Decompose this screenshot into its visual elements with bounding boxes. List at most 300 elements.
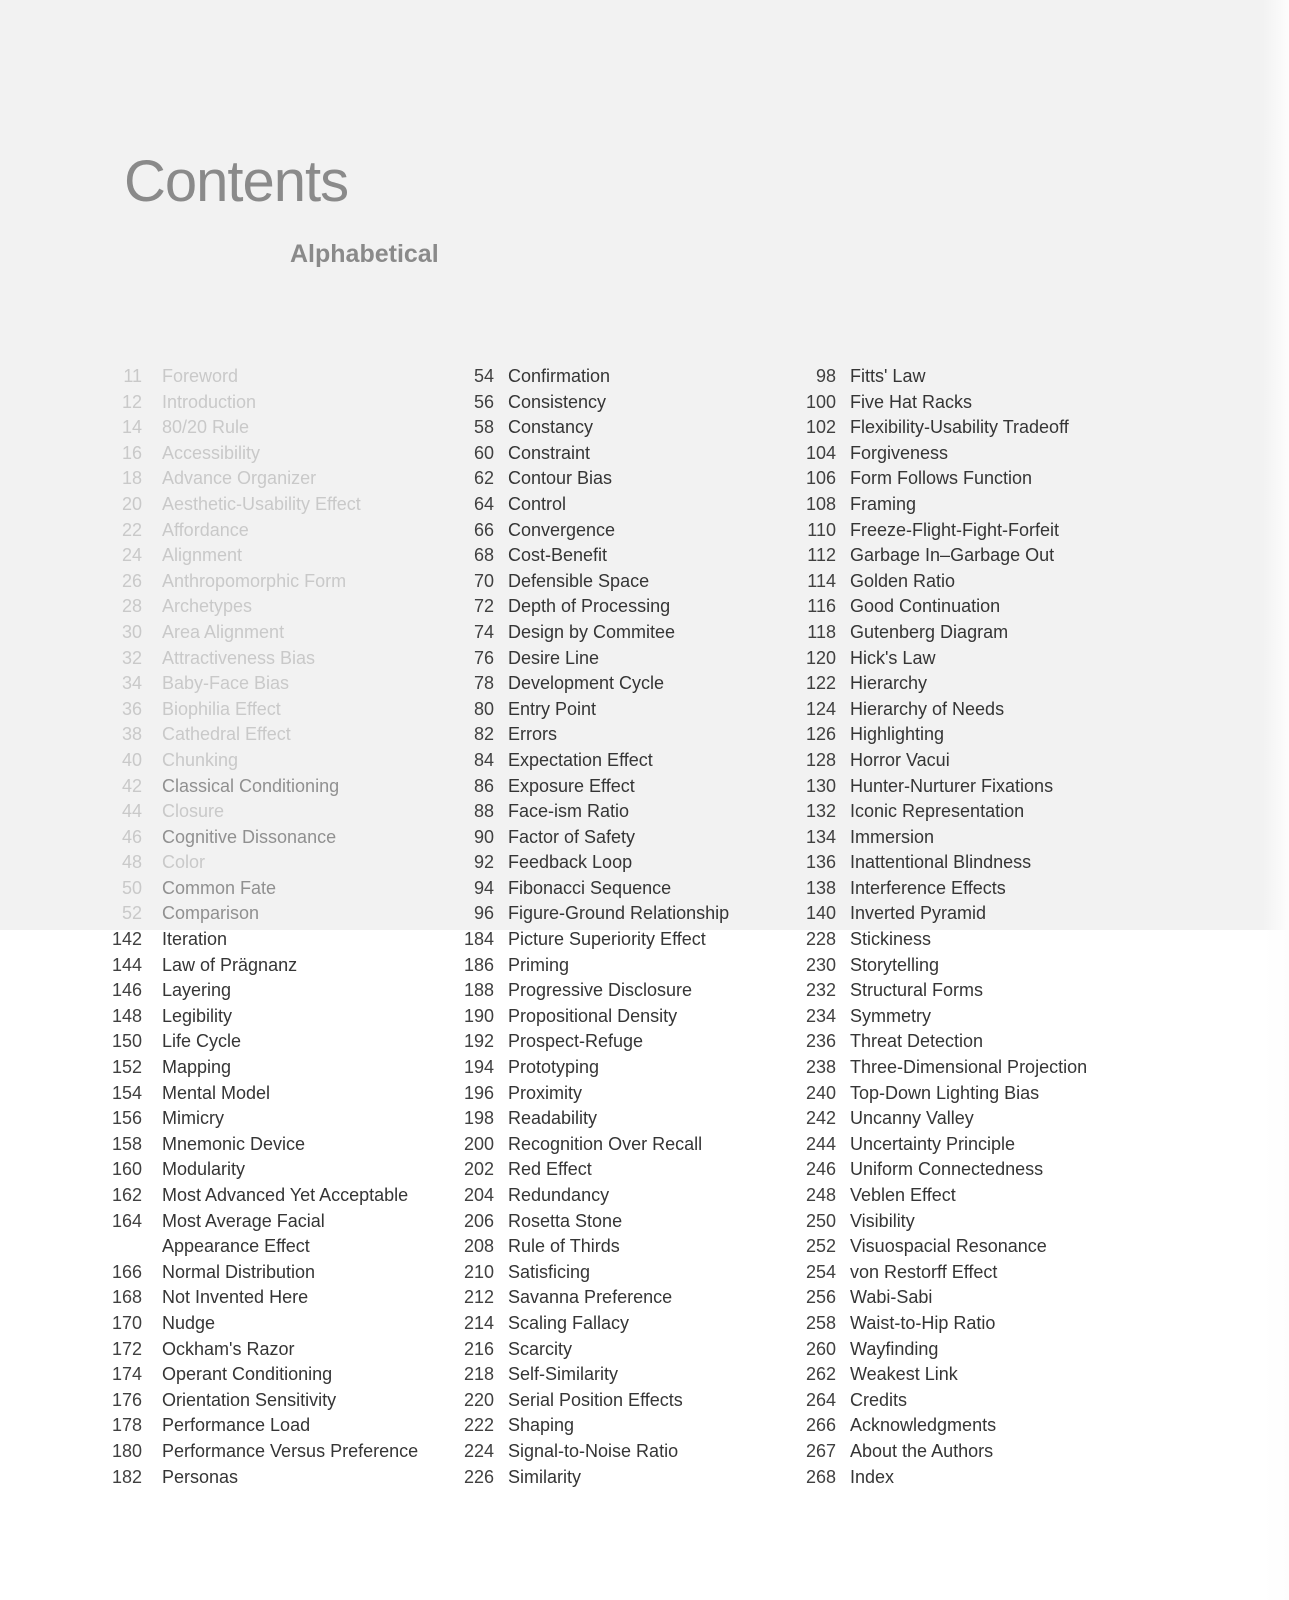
toc-entry-title: Legibility [162,1005,233,1026]
toc-entry-title: Stickiness [850,929,932,950]
toc-entry-title: Hierarchy [850,673,928,694]
toc-entry-title: Development Cycle [508,673,665,694]
toc-entry-title: Visuospacial Resonance [850,1236,1047,1257]
toc-entry [798,825,1087,851]
toc-entry [456,466,729,492]
toc-entry-title: Uniform Connectedness [850,1159,1044,1180]
toc-entry [456,518,729,544]
toc-entry-title: Golden Ratio [850,570,956,591]
toc-entry [456,978,729,1004]
toc-block-upper [798,364,1087,927]
toc-entry [112,748,418,774]
toc-page-number: 242 [805,1108,836,1129]
toc-entry [798,1234,1087,1260]
toc-page-number: 134 [805,826,836,847]
toc-page-number: 104 [805,442,836,463]
toc-entry [798,774,1087,800]
toc-page-number: 152 [112,1057,143,1078]
toc-entry-title: Affordance [162,519,249,540]
toc-entry-title: Constancy [508,417,594,438]
toc-page-number: 150 [112,1031,143,1052]
toc-page-number: 108 [805,493,836,514]
toc-page-number: 240 [805,1082,836,1103]
toc-entry [112,492,418,518]
toc-entry-title: Common Fate [162,877,277,898]
toc-entry-title: Uncanny Valley [850,1108,974,1129]
toc-entry-title: Attractiveness Bias [162,647,316,668]
toc-entry [112,876,418,902]
toc-page-number: 224 [463,1440,494,1461]
toc-page-number: 174 [112,1364,143,1385]
toc-entry [798,1285,1087,1311]
toc-entry-title: Form Follows Function [850,468,1033,489]
toc-entry [112,697,418,723]
toc-page-number: 46 [121,826,142,847]
toc-page-number: 208 [463,1236,494,1257]
toc-entry [112,441,418,467]
toc-page-number: 256 [805,1287,836,1308]
toc-entry [456,543,729,569]
toc-entry-title: Archetypes [162,596,253,617]
toc-page-number: 176 [112,1389,143,1410]
toc-entry [112,518,418,544]
toc-page-number: 194 [463,1057,494,1078]
toc-entry-title: Credits [850,1389,908,1410]
toc-entry [798,1465,1087,1491]
toc-entry [456,441,729,467]
toc-entry-title: Progressive Disclosure [508,980,693,1001]
toc-entry-title: Factor of Safety [508,826,636,847]
toc-page-number: 188 [463,980,494,1001]
toc-entry-title: Operant Conditioning [162,1364,333,1385]
toc-entry [112,466,418,492]
toc-entry [456,1132,729,1158]
toc-entry-title: Mapping [162,1057,232,1078]
toc-entry [112,1362,418,1388]
toc-entry-title: Chunking [162,749,239,770]
toc-entry [798,799,1087,825]
toc-page-number: 266 [805,1415,836,1436]
toc-page-number: 64 [473,493,494,514]
toc-entry-title: Defensible Space [508,570,650,591]
toc-entry-title: Alignment [162,545,243,566]
toc-entry [112,825,418,851]
toc-entry [456,1337,729,1363]
toc-page-number: 218 [463,1364,494,1385]
toc-entry-title: Control [508,493,567,514]
toc-entry [456,1362,729,1388]
toc-entry-title: Foreword [162,366,239,386]
toc-page-number: 236 [805,1031,836,1052]
toc-entry [456,1081,729,1107]
toc-entry [112,1388,418,1414]
toc-entry [112,543,418,569]
toc-entry [798,569,1087,595]
toc-entry-title: Hick's Law [850,647,936,668]
toc-page-number: 92 [473,852,494,873]
toc-page-number: 182 [112,1466,143,1487]
toc-page-number: 172 [112,1338,143,1359]
toc-entry-title: Shaping [508,1415,575,1436]
toc-page-number: 158 [112,1133,143,1154]
toc-entry [456,1183,729,1209]
toc-entry-title: Mnemonic Device [162,1133,306,1154]
toc-entry [112,390,418,416]
toc-entry-title: Most Advanced Yet Acceptable [162,1185,409,1205]
toc-page-number: 214 [463,1312,494,1333]
toc-entry-title: Expectation Effect [508,749,653,770]
toc-entry-title: Rosetta Stone [508,1210,623,1231]
toc-entry [112,978,418,1004]
toc-entry [112,799,418,825]
toc-entry-title: Fitts' Law [850,366,926,386]
toc-entry [456,876,729,902]
toc-entry-title: Satisficing [508,1261,591,1282]
toc-entry-title: Picture Superiority Effect [508,929,706,950]
toc-entry-title: Similarity [508,1466,582,1487]
toc-entry [798,927,1087,953]
toc-entry [456,1260,729,1286]
toc-entry-title: Immersion [850,826,935,847]
toc-entry-title: Recognition Over Recall [508,1133,703,1154]
toc-entry-title: Readability [508,1108,598,1129]
toc-entry [798,390,1087,416]
toc-entry-title: Hierarchy of Needs [850,698,1005,719]
toc-entry-title: Cathedral Effect [162,724,291,745]
toc-entry-title: Scaling Fallacy [508,1312,630,1333]
toc-page-number: 190 [463,1005,494,1026]
toc-page-number: 50 [121,877,142,898]
toc-entry-title: Cognitive Dissonance [162,826,337,847]
toc-entry-title: Mimicry [162,1108,224,1129]
toc-page-number: 80 [473,698,494,719]
toc-entry [798,697,1087,723]
toc-entry [798,1311,1087,1337]
toc-page-number: 32 [121,647,142,668]
toc-entry [456,492,729,518]
toc-entry [112,1209,418,1235]
toc-entry [798,620,1087,646]
toc-entry [798,671,1087,697]
toc-page-number: 232 [805,980,836,1001]
toc-page-number: 234 [805,1005,836,1026]
toc-page-number: 128 [805,749,836,770]
toc-entry-title: Veblen Effect [850,1185,956,1205]
toc-entry-title: Baby-Face Bias [162,673,290,694]
toc-page-number: 166 [112,1261,143,1282]
toc-page-number: 192 [463,1031,494,1052]
toc-entry [798,518,1087,544]
toc-page-number: 14 [121,417,142,438]
toc-entry [456,415,729,441]
toc-page-number: 18 [121,468,142,489]
toc-entry [112,1311,418,1337]
toc-entry [456,569,729,595]
toc-entry-title: Normal Distribution [162,1261,316,1282]
toc-page-number: 204 [463,1185,494,1205]
toc-page-number: 164 [112,1210,143,1231]
toc-page-number: 62 [473,468,494,489]
toc-page-number: 246 [805,1159,836,1180]
toc-page-number: 154 [112,1082,143,1103]
toc-entry [112,1260,418,1286]
toc-entry-title: Flexibility-Usability Tradeoff [850,417,1069,438]
toc-entry-title: Comparison [162,903,260,924]
toc-block-lower [112,927,418,1490]
toc-page-number: 160 [112,1159,143,1180]
toc-entry-title: Closure [162,801,225,822]
toc-entry [456,774,729,800]
toc-entry-title: Confirmation [508,366,611,386]
toc-entry [456,722,729,748]
toc-page-number: 258 [805,1312,836,1333]
toc-entry-title: Cost-Benefit [508,545,608,566]
toc-entry-title: Freeze-Flight-Fight-Forfeit [850,519,1060,540]
toc-entry-title: Forgiveness [850,442,949,463]
toc-page-number: 206 [463,1210,494,1231]
toc-page-number: 84 [473,749,494,770]
toc-column-3 [798,364,1087,1490]
toc-page-number: 200 [463,1133,494,1154]
toc-entry [798,646,1087,672]
toc-entry-title: Scarcity [508,1338,573,1359]
toc-entry [112,415,418,441]
toc-entry-title: Acknowledgments [850,1415,997,1436]
toc-entry [798,1106,1087,1132]
toc-entry [456,1465,729,1491]
toc-entry [112,1183,418,1209]
toc-entry-title: Exposure Effect [508,775,635,796]
toc-page-number: 196 [463,1082,494,1103]
toc-entry [456,1311,729,1337]
toc-page-number: 96 [473,903,494,924]
toc-entry-title: Entry Point [508,698,597,719]
toc-entry-title: Design by Commitee [508,621,676,642]
toc-page-number: 110 [807,519,836,540]
toc-page-number: 40 [121,749,142,770]
toc-entry-title: Advance Organizer [162,468,317,489]
toc-entry-title: Garbage In–Garbage Out [850,545,1055,566]
toc-entry [456,1234,729,1260]
toc-entry-title: Layering [162,980,232,1001]
toc-page-number: 264 [805,1389,836,1410]
toc-entry-title: Prototyping [508,1057,600,1078]
toc-entry-title: Priming [508,954,570,975]
toc-entry [456,825,729,851]
toc-entry [798,1439,1087,1465]
toc-entry-title: Structural Forms [850,980,984,1001]
toc-page-number: 130 [805,775,836,796]
toc-entry [798,1004,1087,1030]
toc-entry-title: Uncertainty Principle [850,1133,1016,1154]
toc-entry [798,543,1087,569]
toc-entry-title: Personas [162,1466,239,1487]
toc-entry-title: Life Cycle [162,1031,242,1052]
toc-entry [112,1055,418,1081]
toc-entry-title: Feedback Loop [508,852,633,873]
toc-entry [798,415,1087,441]
toc-entry [798,1157,1087,1183]
toc-entry-title: Anthropomorphic Form [162,570,347,591]
toc-page-number: 94 [473,877,494,898]
toc-entry [798,748,1087,774]
toc-entry [798,1388,1087,1414]
toc-entry [798,953,1087,979]
toc-entry-title: Wayfinding [850,1338,939,1359]
toc-entry-title: Contour Bias [508,468,613,489]
toc-page-number: 82 [473,724,494,745]
toc-entry [112,953,418,979]
toc-page-number: 112 [807,545,836,566]
toc-page-number: 228 [805,929,836,950]
toc-entry-title: Wabi-Sabi [850,1287,933,1308]
toc-page-number: 52 [121,903,142,924]
toc-entry [456,671,729,697]
toc-entry [112,646,418,672]
toc-entry-title: Red Effect [508,1159,592,1180]
toc-entry [798,1183,1087,1209]
toc-page-number: 252 [805,1236,836,1257]
toc-entry [456,364,729,390]
toc-page-number: 168 [112,1287,143,1308]
toc-entry-title: Area Alignment [162,621,285,642]
toc-page-number: 98 [815,366,836,386]
toc-entry [798,1029,1087,1055]
toc-page-number: 66 [473,519,494,540]
toc-page-number: 44 [121,801,142,822]
toc-entry-title: Mental Model [162,1082,271,1103]
toc-entry-title: Inattentional Blindness [850,852,1032,873]
toc-entry-title: Gutenberg Diagram [850,621,1009,642]
toc-entry [456,927,729,953]
toc-page-number: 136 [805,852,836,873]
toc-entry [456,594,729,620]
toc-entry-title: Signal-to-Noise Ratio [508,1440,679,1461]
toc-page-number: 78 [473,673,494,694]
toc-page-number: 156 [112,1108,143,1129]
toc-entry [456,901,729,927]
toc-entry [112,1081,418,1107]
toc-entry [798,1132,1087,1158]
toc-column-2 [456,364,729,1490]
toc-page-number: 26 [121,570,142,591]
toc-page-number: 144 [112,954,143,975]
toc-page-number: 140 [805,903,836,924]
toc-page-number: 184 [463,929,494,950]
toc-entry [112,594,418,620]
toc-entry-title: Redundancy [508,1185,610,1205]
toc-page-number: 226 [463,1466,494,1487]
toc-page-number: 28 [121,596,142,617]
toc-page-number: 106 [805,468,836,489]
toc-entry-title: Modularity [162,1159,246,1180]
toc-entry [112,901,418,927]
toc-page-number: 260 [805,1338,836,1359]
toc-entry-title: Highlighting [850,724,945,745]
toc-page-number: 146 [112,980,143,1001]
toc-entry-title: Law of Prägnanz [162,954,298,975]
toc-entry [456,1209,729,1235]
toc-entry [798,1362,1087,1388]
toc-block-upper [112,364,418,927]
toc-entry [798,1337,1087,1363]
toc-page-number: 11 [123,366,142,386]
toc-page-number: 210 [463,1261,494,1282]
toc-entry-title: von Restorff Effect [850,1261,998,1282]
toc-entry-title: Ockham's Razor [162,1338,295,1359]
toc-entry-title: Symmetry [850,1005,931,1026]
toc-entry [456,953,729,979]
toc-entry [112,1029,418,1055]
toc-entry [456,390,729,416]
toc-entry [112,850,418,876]
toc-entry-title: Classical Conditioning [162,775,340,796]
toc-entry-title: Top-Down Lighting Bias [850,1082,1040,1103]
toc-entry-title: Biophilia Effect [162,698,281,719]
toc-entry-title: Nudge [162,1312,216,1333]
toc-entry-title: Hunter-Nurturer Fixations [850,775,1054,796]
toc-entry-title: Framing [850,493,917,514]
toc-entry [798,876,1087,902]
toc-page-number: 170 [112,1312,143,1333]
toc-entry-title: Most Average Facial [162,1210,325,1231]
toc-entry-title: Fibonacci Sequence [508,877,672,898]
toc-entry [456,1055,729,1081]
toc-entry-title: Aesthetic-Usability Effect [162,493,361,514]
toc-entry-title: Good Continuation [850,596,1001,617]
toc-entry [456,1285,729,1311]
toc-page-number: 250 [805,1210,836,1231]
toc-page-number: 116 [807,596,836,617]
toc-page-number: 238 [805,1057,836,1078]
toc-entry [112,1157,418,1183]
toc-entry-title: Index [850,1466,895,1487]
toc-entry-title: Storytelling [850,954,940,975]
toc-entry [456,1439,729,1465]
toc-entry [798,1413,1087,1439]
toc-entry-title: Self-Similarity [508,1364,619,1385]
toc-entry [112,1439,418,1465]
toc-page-number: 230 [805,954,836,975]
toc-page-number: 36 [121,698,142,719]
toc-entry [456,799,729,825]
toc-entry [456,1106,729,1132]
toc-page-number: 22 [121,519,142,540]
toc-page-number: 212 [463,1287,494,1308]
toc-entry-title: Iconic Representation [850,801,1025,822]
toc-page-number: 86 [473,775,494,796]
toc-entry-title: Performance Load [162,1415,311,1436]
toc-entry-title: Convergence [508,519,616,540]
toc-entry-title: About the Authors [850,1440,994,1461]
toc-entry-title: Proximity [508,1082,583,1103]
toc-entry [112,1413,418,1439]
toc-page-number: 100 [805,391,836,412]
toc-entry [798,1260,1087,1286]
toc-entry [112,569,418,595]
toc-entry-title: Constraint [508,442,591,463]
toc-entry [456,748,729,774]
toc-entry [456,646,729,672]
toc-entry-title: Depth of Processing [508,596,671,617]
toc-page-number: 126 [805,724,836,745]
toc-page-number: 186 [463,954,494,975]
toc-page-number: 114 [807,570,836,591]
toc-page-number [112,1234,142,1260]
toc-entry-title: Interference Effects [850,877,1006,898]
toc-page-number: 267 [805,1440,836,1461]
toc-page-number: 118 [807,621,836,642]
